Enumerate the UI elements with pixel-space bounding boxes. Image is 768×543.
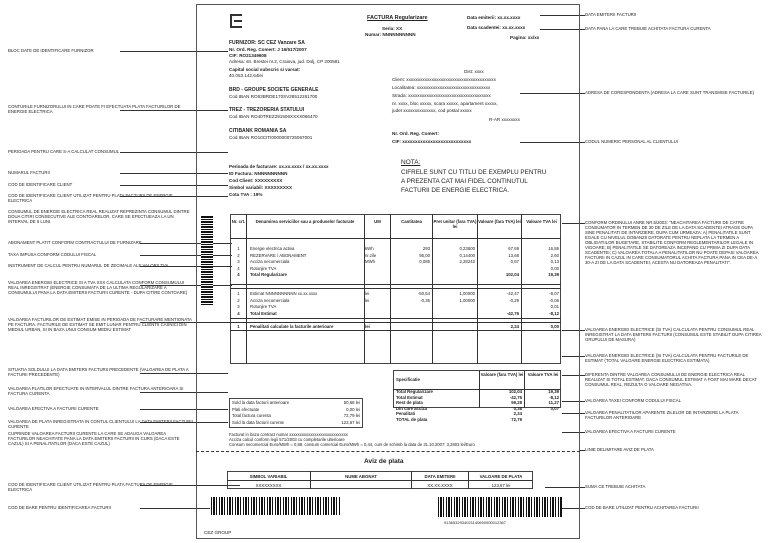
- table-cell: lei: [365, 324, 370, 329]
- billing-period: Perioada de facturare: xx.xx.xxxx / xx.xx.xxxx: [229, 164, 329, 169]
- excise-note: Acciza calcul conform legii 571/2003 cu completarile ulterioare: [229, 437, 345, 442]
- label-prev-balance: SITUATIA SOLDULUI LA DATA EMITERII FACTURII PRECEDENTE (VALOAREA DE PLATA A FACTURII PRECEDENTE): [8, 367, 189, 377]
- invoice-numar: Numar: NNNNNNNNNN: [365, 32, 416, 37]
- table-cell: Total Estimat: [250, 310, 277, 316]
- client-nr: nr. xxxx, bloc xxxxx, scara xxxxx, apartament xxxxx,: [392, 101, 498, 106]
- table-cell: 0,00: [550, 265, 559, 271]
- label-tax-r: VALOAREA TAXEI CONFORM CODULUI FISCAL: [585, 398, 681, 403]
- client-cif: CIF: xxxxxxxxxxxxxxxxxxxxxxxxxxx: [392, 139, 472, 144]
- summary-cell: 19,39: [548, 389, 559, 394]
- summary-cell: 59,28: [511, 400, 522, 405]
- table-cell: lei: [365, 291, 370, 296]
- supplier-reg: Nr. Ord. Reg. Comert: J 16/517/2007: [229, 47, 307, 52]
- table-cell: 1,00000: [459, 291, 475, 296]
- capital-label: Capital social subscris si varsat:: [229, 67, 301, 72]
- table-cell: -8,12: [549, 310, 559, 316]
- table-cell: -0,29: [509, 297, 519, 303]
- bank-2-iban: Cod IBAN RO40TREZ291506XXXX066470: [229, 114, 318, 119]
- summary-cell: Total Regularizare: [396, 389, 433, 394]
- table-cell: 293: [422, 246, 430, 251]
- balance-cell: 123,67 lei: [341, 419, 360, 425]
- supplier-name: FURNIZOR: SC CEZ Vanzare SA: [229, 40, 305, 46]
- table-cell: 2: [237, 297, 240, 303]
- label-current-r: VALOAREA EFECTIVA A FACTURII CURENTE: [585, 429, 676, 434]
- th-qty: Cantitatea: [401, 219, 422, 224]
- table-cell: 0,01: [550, 304, 559, 309]
- table-cell: 102,04: [505, 272, 519, 277]
- client-code: Cod Client: XXXXXXXXX: [229, 178, 283, 183]
- balance-cell: 50,68 lei: [343, 400, 360, 405]
- barcode-number: 9136532934021140690000012367: [444, 520, 506, 525]
- table-cell: Estimat NNNNNNNNNN xx.xx.xxxx: [250, 291, 318, 296]
- invoice-title: FACTURA Regularizare: [367, 15, 428, 21]
- table-cell: 4: [237, 310, 240, 316]
- table-cell: -42,47: [506, 291, 519, 296]
- barcode-left: [211, 497, 341, 515]
- nota-line-3: FACTURII DE ENERGIE ELECTRICA.: [401, 187, 510, 194]
- table-cell: 0,00: [550, 324, 559, 329]
- label-client-pay-code: COD DE IDENTIFICARE CLIENT UTILIZAT PENTRU PLATA FACTURII DE ENERGIE ELECTRICA: [8, 193, 173, 203]
- aviz-h-4: VALOARE DE PLATA: [479, 474, 523, 479]
- table-cell: Rotunjire TVA: [250, 304, 277, 309]
- table-cell: REZERVARE / ABONAMENT: [250, 252, 307, 258]
- issue-date: Data emiterii: xx.xx.xxxx: [467, 15, 521, 20]
- table-cell: 2,28242: [459, 259, 475, 264]
- label-penalties: VALOAREA PENALITATILOR APARENTE ZILELOR DE INTARZIERE LA PLATA FACTURILOR ANTERIOARE: [585, 410, 739, 420]
- balance-cell: 0,00 lei: [346, 406, 360, 412]
- summary-cell: 72,79: [511, 416, 522, 422]
- balance-cell: Plati efectuate: [232, 406, 260, 412]
- table-cell: 0,14400: [459, 252, 475, 258]
- summary-cell: 102,04: [508, 389, 522, 394]
- exchange-note: Consum necomercial Euro/MWh = 0,88, consum comercial Euro/MWh = 0,44, curs de schimb la data de 31.10.2007: 3,2603 lei/Euro: [229, 442, 475, 447]
- table-cell: 13,68: [508, 252, 519, 258]
- balance-cell: Total factura curenta: [232, 413, 271, 418]
- label-client-pay-code-2: COD DE IDENTIFICARE CLIENT UTILIZAT PENTRU PLATA FACTURII DE ENERGIE ELECTRICA: [8, 482, 173, 492]
- table-cell: -42,76: [506, 310, 519, 316]
- aviz-v-1: XXXXXXXXX: [255, 483, 282, 488]
- bank-1: BRD - GROUPE SOCIETE GENERALE: [229, 87, 319, 93]
- table-cell: 16,86: [548, 246, 559, 251]
- due-date: Data scadentei: xx.xx.xxxx: [467, 25, 526, 30]
- invoice-serie: Seria: XX: [382, 26, 403, 31]
- nota-line-1: CIFRELE SUNT CU TITLU DE EXEMPLU PENTRU: [401, 169, 547, 176]
- summary-cell: 0,07: [550, 405, 559, 411]
- nota-title: NOTA:: [401, 159, 421, 166]
- table-cell: 0,13: [550, 259, 559, 264]
- bank-3: CITIBANK ROMANIA SA: [229, 128, 287, 134]
- label-payments: VALOAREA PLATILOR EFECTUATE IN INTERVALUL DINTRE FACTURA ANTERIOARA SI FACTURA CURENTA: [8, 386, 184, 396]
- vat-rate: Cota TVA : 19%: [229, 192, 263, 197]
- spec-h-3: Valoare TVA lei: [527, 372, 559, 377]
- aviz-v-4: 123,67 lei: [491, 483, 511, 488]
- label-real-energy: VALOAREA ENERGIEI ELECTRICE (SI TVA) CALCULATA PENTRU CONSUMUL REAL INREGISTRAT LA DATA EMITERII FACTURII (CONSUMUL ESTE STABILIT DUPA CITIREA GRUPULUI DE MASURA): [585, 327, 762, 342]
- invoice-id: ID Factura: NNNNNNNNNN: [229, 171, 288, 176]
- label-real-value: VALOAREA ENERGIEI ELECTRICE SI A TVA XXX CALCULATA CONFORM CONSUMULUI REAL INREGISTRAT (ENERGIE CONSUMATA DE LA ULTIMA REGULARIZARE A CONSUMULUI PANA LA DATA EMITERII FACTURII CURENTE - DUPA CITIRE CONTOARE): [8, 280, 188, 295]
- aviz-h-2: NUME ABONAT: [345, 474, 377, 479]
- client-locality: Localitatea: xxxxxxxxxxxxxxxxxxxxxxxxxxxxxxxx: [392, 85, 491, 90]
- summary-cell: 0,38: [513, 405, 522, 411]
- table-cell: 4: [237, 272, 240, 277]
- items-table: [230, 214, 561, 364]
- table-cell: 1: [237, 324, 240, 329]
- label-corr-address: ADRESA DE CORESPONDENTA (ADRESA LA CARE SUNT TRANSMISE FACTURILE): [585, 90, 755, 95]
- table-cell: 2,24: [510, 324, 519, 329]
- table-cell: 2: [237, 252, 240, 258]
- summary-cell: 11,27: [548, 400, 559, 405]
- summary-cell: -42,76: [509, 394, 522, 400]
- label-barcode-r: COD DE BARE UTILIZAT PENTRU ACHITAREA FACTURII: [585, 505, 699, 510]
- aviz-h-3: DATA EMITERII: [424, 474, 456, 479]
- table-cell: MWh: [365, 259, 376, 264]
- table-cell: nr.zile: [365, 252, 377, 258]
- client-county: judet xxxxxxxxxxxxxx, cod postal xxxxx: [392, 108, 472, 113]
- label-tax: TAXA IMPUSA CONFORM CODULUI FISCAL: [8, 252, 97, 257]
- th-nr: Nr. crt.: [231, 219, 246, 224]
- label-diff: DIFERENTA DINTRE VALOAREA CONSUMULUI DE ENERGIE ELECTRICA REAL REALIZAT SI TOTAL ESTIMAT. DACA CONSUMUL ESTIMAT A FOST MAI MARE DECAT CONSUMUL REAL, REZULTA O VALOARE NEGATIVA.: [585, 372, 757, 387]
- table-cell: -0,06: [549, 297, 559, 303]
- label-period: PERIOADA PENTRU CARE S-A CALCULAT CONSUMUL: [8, 149, 120, 154]
- table-cell: 2,60: [550, 252, 559, 258]
- table-cell: Energie electrica activa: [250, 246, 295, 251]
- label-est-energy: VALOAREA ENERGIEI ELECTRICE (SI TVA) CALCULATA PENTRU FACTURILE DE ESTIMAT (TOTAL VALOARE ENERGIE ELECTRICA ESTIMATA): [585, 353, 749, 363]
- label-anre: CONFORM ORDINULUI ANRE NR.5/2003: "NEACHITAREA FACTURII DE CATRE CONSUMATOR IN TERMEN DE 30 DE ZILE DE LA DATA SCADENTEI ATRAGE DUPA SINE PENALITATI DE INTARZIERE, DUPA CUM URMEAZA: A) PENALITATILE SUNT EGALE CU NIVELUL DOBANZII DATORATE PENTRU NEPLATA LA TERMEN A OBLIGATIILOR BUGETARE, STABILITE CONFORM REGLEMENTARILOR LEGALE IN VIGOARE; B) PENALITATILE SE DATOREAZA INCEPAND CU PRIMA ZI DUPA DATA SCADENTEI; C) VALOAREA TOTALA A PENALITATILOR NU POATE DEPASI VALOAREA FACTURII IN CAZUL IN CARE CONSUMATORUL ACHITA FACTURA PANA IN CEA DE-A 30-A ZI DE LA DATA SCADENTEI, ACESTA NU DATOREAZA PENALITATI".: [585, 220, 759, 265]
- table-cell: lei: [365, 297, 370, 303]
- label-rounding: INSTRUMENT DE CALCUL PENTRU NUMARUL DE ZECIMALE ALE VALORII TVA: [8, 263, 169, 268]
- label-client-id: COD DE IDENTIFICARE CLIENT: [8, 182, 73, 187]
- table-cell: -50,54: [417, 291, 430, 296]
- bank-1-iban: Cod IBAN RO53BRDE170SV28512261700: [229, 94, 318, 99]
- spec-h-2: Valoare (fara TVA) lei: [480, 372, 524, 377]
- th-um: UM: [374, 219, 381, 224]
- label-current-value: VALOAREA EFECTIVA A FACTURII CURENTE: [8, 406, 99, 411]
- table-cell: 4: [237, 265, 240, 271]
- client-rar: R-AR xxxxxxxx: [489, 117, 520, 122]
- label-supplier: BLOC DATE DE IDENTIFICARE FURNIZOR: [8, 48, 94, 53]
- label-payable: VALOAREA DE PLATA INREGISTRATA IN CONTUL CLIENTULUI LA DATA EMITERII FACTURII CURENTE: [8, 419, 193, 429]
- bank-2: TREZ - TREZORERIA STATULUI: [229, 107, 305, 113]
- summary-cell: 2,24: [513, 411, 522, 416]
- label-invoice-number: NUMARUL FACTURII: [8, 170, 50, 175]
- balance-cell: Sold la data facturii curente: [232, 419, 285, 425]
- aviz-title: Aviz de plata: [364, 458, 404, 465]
- cez-group-footer: CEZ GROUP: [204, 530, 232, 535]
- aviz-h-1: SIMBOL VARIABIL: [249, 474, 288, 479]
- nota-line-2: A PREZENTA CAT MAI FIDEL CONTINUTUL: [401, 178, 528, 185]
- table-cell: -8,07: [549, 291, 559, 296]
- client-name: Client: xxxxxxxxxxxxxxxxxxxxxxxxxxxxxxxxxxxxxxx: [392, 77, 496, 82]
- table-cell: 95,00: [419, 252, 430, 258]
- label-estimated: VALOAREA FACTURILOR DE ESTIMAT EMISE IN PERIOADA DE FACTURARE MENTIONATA PE FACTURA. FACTURILE DE ESTIMAT SE EMIT LUNAR PENTRU CLIENTII CASNICI DIN MEDIUL URBAN, SI IN BAZA UNUI CONSUM MEDIU ESTIMAT: [8, 317, 192, 332]
- table-cell: kWh: [365, 246, 374, 251]
- label-subscription: ABONAMENT PLATIT CONFORM CONTRACTULUI DE FURNIZARE: [8, 240, 142, 245]
- spec-h-1: Specificatie: [396, 377, 420, 382]
- client-street: Strada: xxxxxxxxxxxxxxxxxxxxxxxxxxxxxxxxxxxx: [392, 93, 491, 98]
- table-cell: 1: [237, 291, 240, 296]
- th-vat: Valoare TVA lei: [526, 219, 557, 224]
- supplier-address: Adresa: str. Brestei nr.2, Craiova, jud. Dolj, CP 200581: [229, 59, 340, 64]
- table-cell: 3: [237, 259, 240, 264]
- label-aviz-line: LINIE DELIMITARE AVIZ DE PLATA: [585, 447, 654, 452]
- summary-cell: Din care acciza: [396, 405, 428, 411]
- label-real-consumption: CONSUMUL DE ENERGIE ELECTRICA REAL REALIZAT REPREZINTA CONSUMUL DINTRE DOUA CITIRI CONSECUTIVE ALE CONTOARELOR, CARE SE EFECTUEAZA LA UN INTERVAL DE 6 LUNI.: [8, 209, 190, 224]
- variable-symbol: Simbol variabil: XXXXXXXXX: [229, 185, 293, 190]
- th-value: Valoare (fara TVA) lei: [478, 219, 521, 224]
- table-cell: 0,67: [510, 259, 519, 264]
- client-dist: Dist: xxxx: [464, 69, 484, 74]
- page-number: Pagina: xx/xx: [510, 35, 540, 40]
- table-cell: Acciza necomerciala: [250, 259, 290, 264]
- table-cell: 67,69: [508, 246, 519, 251]
- table-cell: Acciza necomerciala: [250, 297, 290, 303]
- balance-cell: 72,79 lei: [343, 413, 360, 418]
- table-cell: Total Regularizare: [250, 272, 287, 277]
- summary-cell: -8,12: [549, 394, 559, 400]
- label-accounts: CONTURILE FURNIZORULUI IN CARE POATE FI EFECTUATA PLATA FACTURILOR DE ENERGIE ELECTRICA: [8, 104, 181, 114]
- aviz-v-3: XX.XX.XXXX: [427, 483, 453, 488]
- label-includes: CUPRINDE VALOAREA FACTURII CURENTE LA CARE SE ADAUGA VALOAREA FACTURILOR NEACHITATE PANA LA DATA EMITERII FACTURII IN CURS (DACA ESTE CAZUL) SI A PENALITATILOR (DACA ESTE CAZUL): [8, 431, 180, 446]
- label-amount: SUMA CE TREBUIE ACHITATA: [585, 484, 646, 489]
- label-barcode: COD DE BARE PENTRU IDENTIFICAREA FACTURII: [8, 505, 111, 510]
- th-name: Denumirea serviciilor sau a produselor facturate: [255, 219, 355, 224]
- balance-cell: Sold la data facturii anterioare: [232, 400, 290, 405]
- supplier-cif: CIF: RO21349608: [229, 53, 267, 58]
- barcode-right: [438, 497, 562, 517]
- summary-cell: Penalitati: [396, 411, 416, 416]
- table-cell: Rotunjire TVA: [250, 265, 277, 271]
- table-cell: 0,23600: [459, 246, 475, 251]
- table-cell: Penalitati calculate la facturile anterioare: [250, 324, 334, 329]
- table-cell: 0,085: [419, 259, 430, 264]
- label-cnp: CODUL NUMERIC PERSONAL AL CLIENTULUI: [585, 139, 678, 144]
- table-cell: 1: [237, 246, 240, 251]
- summary-cell: Rest de plata: [396, 400, 423, 405]
- label-due-date: DATA PANA LA CARE TREBUIE ACHITATA FACTURA CURENTA: [585, 26, 711, 31]
- capital-value: 40.053.142,64lei: [229, 73, 263, 78]
- table-cell: 19,39: [548, 272, 559, 277]
- vertical-barcode: [201, 215, 213, 305]
- summary-cell: TOTAL de plata: [396, 416, 428, 422]
- summary-cell: Total Estimat: [396, 394, 423, 400]
- th-price: Pret unitar (fara TVA) lei: [433, 219, 477, 229]
- label-issue-date: DATA EMITERII FACTURII: [585, 12, 637, 17]
- table-cell: 3: [237, 304, 240, 309]
- table-cell: -0,35: [420, 297, 430, 303]
- contract-note: Facturat in baza contract numar xxxxxxxxxxxxxxxxxxxxxxxxxxxx: [229, 432, 348, 437]
- table-cell: 1,00000: [459, 297, 475, 303]
- bank-3-iban: Cod IBAN RO10CITI0000000725067001: [229, 135, 313, 140]
- client-reg: Nr. Ord. Reg. Comert:: [392, 131, 439, 136]
